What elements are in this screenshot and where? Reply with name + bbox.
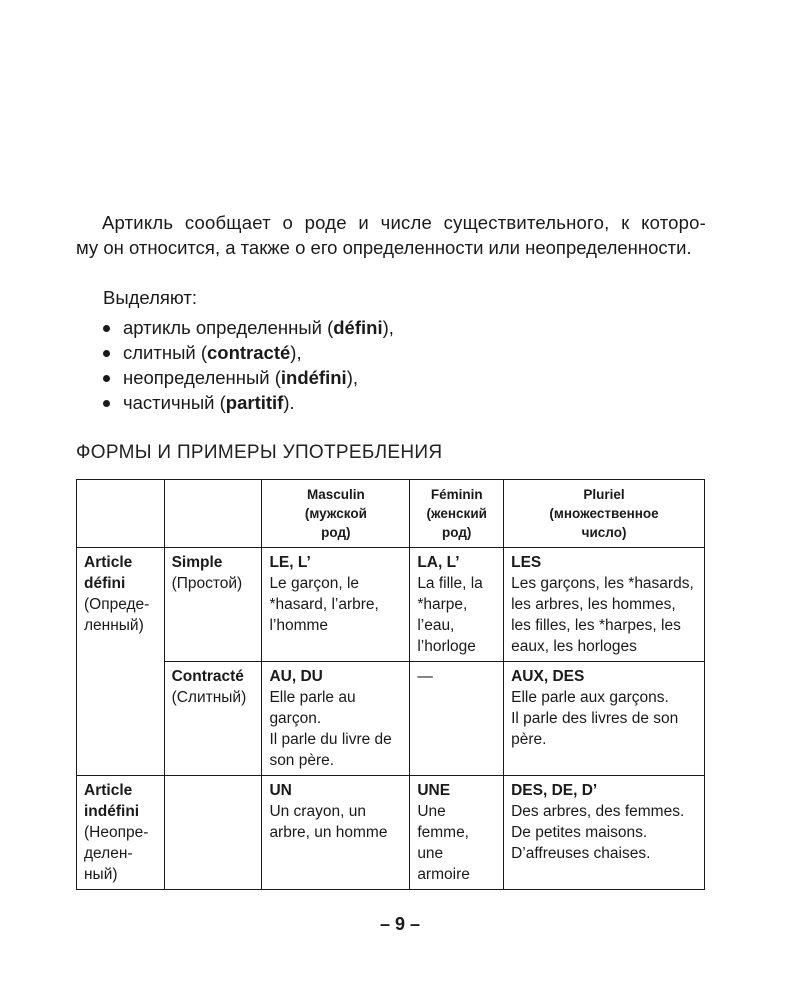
indefini-pluriel-cell: DES, DE, D’ Des arbres, des femmes. De petites maisons. D’affreuses chaises.	[504, 776, 705, 890]
contracte-label: Contracté (Слитный)	[164, 662, 262, 776]
simple-feminin-cell: LA, L’ La fille, la *harpe, l’eau, l’horloge	[410, 548, 504, 662]
article-forms-table	[76, 479, 705, 890]
contracte-masculin-cell: AU, DU Elle parle au garçon. Il parle du livre de son père.	[262, 662, 410, 776]
list-item: неопределенный (indéfini),	[103, 366, 394, 391]
list-lead: Выделяют:	[103, 287, 197, 308]
simple-masculin-cell: LE, L’ Le garçon, le *hasard, l’arbre, l’homme	[262, 548, 410, 662]
intro-line-1: Артикль сообщает о роде и числе существительного, к которо-	[102, 212, 706, 233]
header-feminin: Féminin (женский род)	[410, 480, 504, 548]
bullet-icon	[103, 400, 110, 407]
indefini-masculin-cell: UN Un crayon, un arbre, un homme	[262, 776, 410, 890]
simple-pluriel-cell: LES Les garçons, les *hasards, les arbres, les hommes, les filles, les *harpes, les eaux, les horloges	[504, 548, 705, 662]
article-types-list	[103, 316, 394, 416]
table-row	[77, 662, 705, 776]
table-header-row	[77, 480, 705, 548]
contracte-feminin-cell: —	[410, 662, 504, 776]
bullet-icon	[103, 325, 110, 332]
list-item: частичный (partitif).	[103, 391, 394, 416]
section-title: ФОРМЫ И ПРИМЕРЫ УПОТРЕБЛЕНИЯ	[76, 442, 443, 463]
article-defini-label: Article défini (Опреде- ленный)	[77, 548, 165, 776]
table-row	[77, 548, 705, 662]
contracte-pluriel-cell: AUX, DES Elle parle aux garçons. Il parle des livres de son père.	[504, 662, 705, 776]
bullet-icon	[103, 350, 110, 357]
indefini-feminin-cell: UNE Une femme, une armoire	[410, 776, 504, 890]
intro-paragraph	[76, 210, 706, 260]
header-pluriel: Pluriel (множественное число)	[504, 480, 705, 548]
page-number: – 9 –	[379, 914, 421, 934]
header-empty-cell	[77, 480, 165, 548]
indefini-empty-cell	[164, 776, 262, 890]
intro-line-2: му он относится, а также о его определенности или неопределенности.	[76, 237, 692, 258]
bullet-icon	[103, 375, 110, 382]
article-indefini-label: Article indéfini (Неопре- делен- ный)	[77, 776, 165, 890]
header-empty-cell	[164, 480, 262, 548]
simple-label: Simple (Простой)	[164, 548, 262, 662]
table-row	[77, 776, 705, 890]
list-item: артикль определенный (défini),	[103, 316, 394, 341]
list-item: слитный (contracté),	[103, 341, 394, 366]
header-masculin: Masculin (мужской род)	[262, 480, 410, 548]
